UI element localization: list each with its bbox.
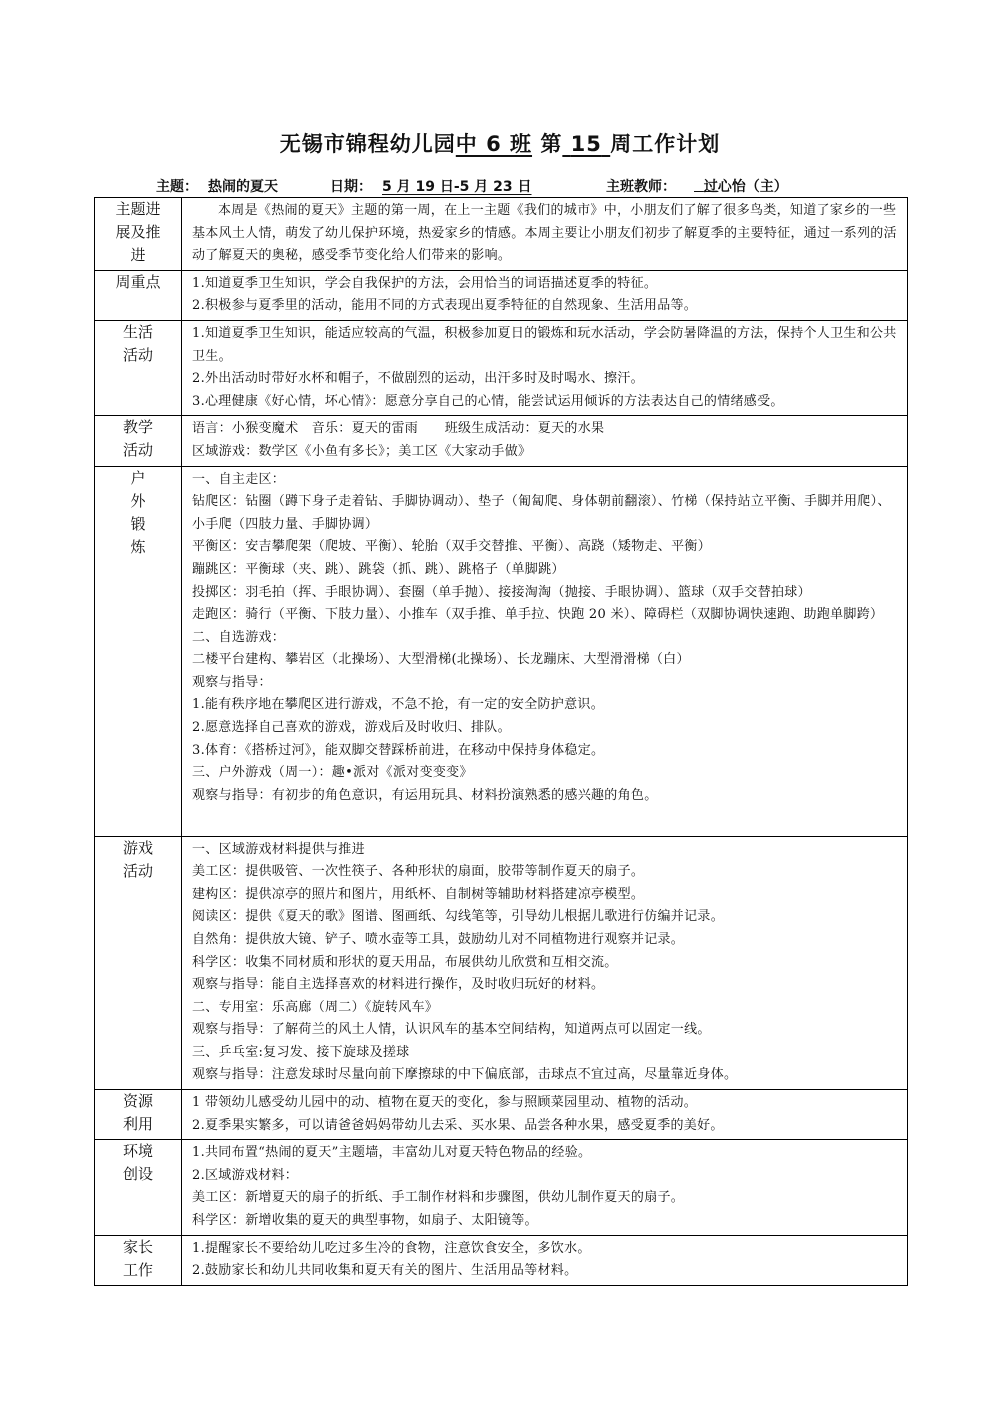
row-progress (95, 198, 908, 271)
content-parents: 1.提醒家长不要给幼儿吃过多生冷的食物，注意饮食安全，多饮水。 2.鼓励家长和幼儿共同收集和夏天有关的图片、生活用品等材料。 (182, 1235, 908, 1285)
row-parents (95, 1235, 908, 1285)
week-label: 第 (540, 132, 563, 156)
theme-label: 主题： (156, 179, 198, 195)
label-progress: 主题进 展及推 进 (95, 198, 182, 271)
row-focus (95, 270, 908, 320)
label-resources: 资源 利用 (95, 1090, 182, 1140)
date-value: 5 月 19 日-5 月 23 日 (382, 179, 532, 195)
label-focus: 周重点 (95, 270, 182, 320)
row-games (95, 836, 908, 1090)
row-outdoor (95, 466, 908, 836)
content-outdoor: 一、自主走区： 钻爬区：钻圈（蹲下身子走着钻、手脚协调动）、垫子（匍匐爬、身体朝前翻滚）、竹梯（保持站立平衡、手脚并用爬）、小手爬（四肢力量、手脚协调） 平衡区：安吉攀爬架（爬坡、平衡）、轮胎（双手交替推、平衡）、高跷（矮物走、平衡） 蹦跳区：平衡球（夹、跳）、跳袋（抓、跳）、跳格子（单脚跳） 投掷区：羽毛拍（挥、手眼协调）、套圈（单手抛）、接接淘淘（抛接、手眼协调）、篮球（双手交替拍球） 走跑区：骑行（平衡、下肢力量）、小推车（双手推、单手拉、快跑 20 米）、障碍栏（双脚协调快速跑、助跑单脚跨） 二、自选游戏： 二楼平台建构、攀岩区（北操场）、大型滑梯(北操场）、长龙蹦床、大型滑滑梯（白） 观察与指导： 1.能有秩序地在攀爬区进行游戏，不急不抢，有一定的安全防护意识。 2.愿意选择自己喜欢的游戏，游戏后及时收归、排队。 3.体育：《搭桥过河》，能双脚交替踩桥前进，在移动中保持身体稳定。 三、户外游戏（周一）：趣•派对《派对变变变》 观察与指导：有初步的角色意识，有运用玩具、材料扮演熟悉的感兴趣的角色。 (182, 466, 908, 836)
class-name: 中 6 班 (455, 132, 533, 156)
row-environment (95, 1140, 908, 1235)
teacher-label: 主班教师： (606, 179, 676, 195)
weekly-plan-table (94, 197, 908, 1286)
row-resources (95, 1090, 908, 1140)
row-teaching (95, 416, 908, 466)
content-games: 一、区域游戏材料提供与推进 美工区：提供吸管、一次性筷子、各种形状的扇面，胶带等制作夏天的扇子。 建构区：提供凉亭的照片和图片，用纸杯、自制树等辅助材料搭建凉亭模型。 阅读区：提供《夏天的歌》图谱、图画纸、勾线笔等，引导幼儿根据儿歌进行仿编并记录。 自然角：提供放大镜、铲子、喷水壶等工具，鼓励幼儿对不同植物进行观察并记录。 科学区：收集不同材质和形状的夏天用品，布展供幼儿欣赏和互相交流。 观察与指导：能自主选择喜欢的材料进行操作，及时收归玩好的材料。 二、专用室：乐高廊（周二）《旋转风车》 观察与指导：了解荷兰的风土人情，认识风车的基本空间结构，知道两点可以固定一线。 三、乒乓室:复习发、接下旋球及搓球 观察与指导：注意发球时尽量向前下摩擦球的中下偏底部，击球点不宜过高，尽量靠近身体。 (182, 836, 908, 1090)
content-focus: 1.知道夏季卫生知识，学会自我保护的方法，会用恰当的词语描述夏季的特征。 2.积极参与夏季里的活动，能用不同的方式表现出夏季特征的自然现象、生活用品等。 (182, 270, 908, 320)
content-environment: 1.共同布置“热闹的夏天”主题墙，丰富幼儿对夏天特色物品的经验。 2.区域游戏材料： 美工区：新增夏天的扇子的折纸、手工制作材料和步骤图，供幼儿制作夏天的扇子。 科学区：新增收集的夏天的典型事物，如扇子、太阳镜等。 (182, 1140, 908, 1235)
content-progress: 本周是《热闹的夏天》主题的第一周，在上一主题《我们的城市》中，小朋友们了解了很多鸟类，知道了家乡的一些基本风土人情，萌发了幼儿保护环境，热爱家乡的情感。本周主要让小朋友们初步了解夏季的主要特征，通过一系列的活动了解夏天的奥秘，感受季节变化给人们带来的影响。 (182, 198, 908, 271)
label-environment: 环境 创设 (95, 1140, 182, 1235)
label-teaching: 教学 活动 (95, 416, 182, 466)
theme-value: 热闹的夏天 (208, 179, 278, 195)
title-prefix: 无锡市锦程幼儿园 (279, 132, 456, 156)
label-outdoor: 户 外 锻 炼 (95, 466, 182, 836)
label-games: 游戏 活动 (95, 836, 182, 1090)
title-suffix: 周工作计划 (610, 132, 721, 156)
content-life: 1.知道夏季卫生知识，能适应较高的气温，积极参加夏日的锻炼和玩水活动，学会防暑降温的方法，保持个人卫生和公共卫生。 2.外出活动时带好水杯和帽子，不做剧烈的运动，出汗多时及时喝水、擦汗。 3.心理健康《好心情，坏心情》：愿意分享自己的心情，能尝试运用倾诉的方法表达自己的情绪感受。 (182, 320, 908, 415)
content-teaching: 语言：小猴变魔术 音乐：夏天的雷雨 班级生成活动：夏天的水果 区域游戏：数学区《小鱼有多长》；美工区《大家动手做》 (182, 416, 908, 466)
teacher-value: 过心怡（主） (703, 179, 788, 195)
page-title (0, 128, 1000, 158)
label-parents: 家长 工作 (95, 1235, 182, 1285)
content-resources: 1 带领幼儿感受幼儿园中的动、植物在夏天的变化，参与照顾菜园里动、植物的活动。 2.夏季果实繁多，可以请爸爸妈妈带幼儿去采、买水果、品尝各种水果，感受夏季的美好。 (182, 1090, 908, 1140)
week-number: 15 (570, 132, 602, 156)
label-life: 生活 活动 (95, 320, 182, 415)
row-life (95, 320, 908, 415)
date-label: 日期： (330, 179, 372, 195)
